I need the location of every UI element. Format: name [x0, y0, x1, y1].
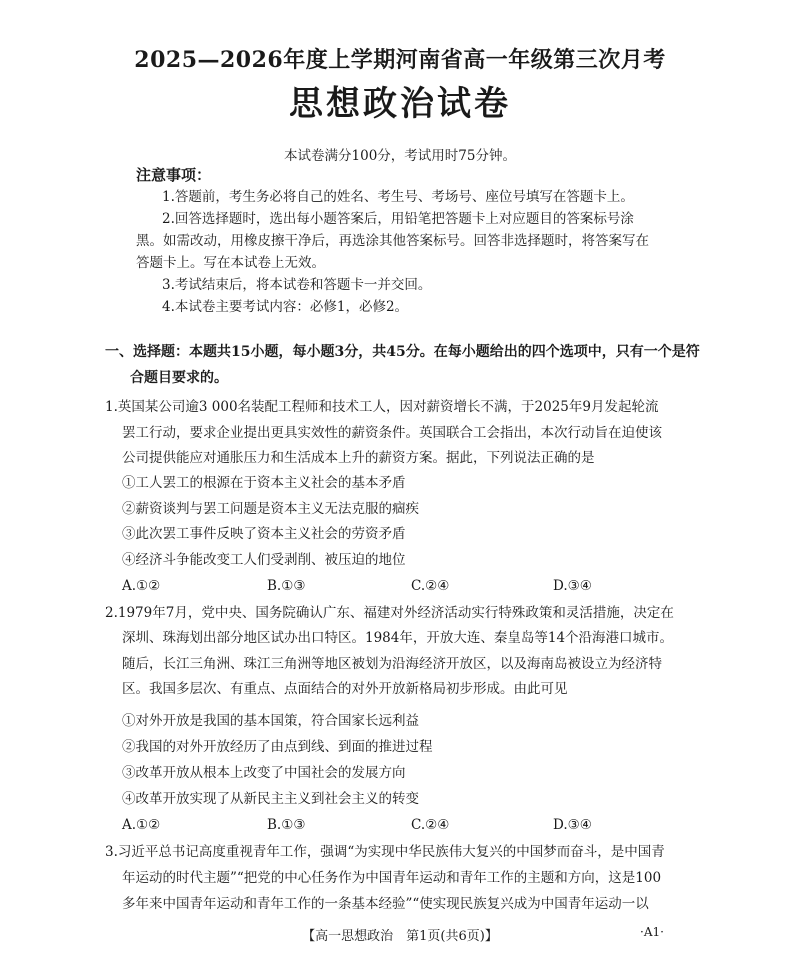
question-stem: 3.习近平总书记高度重视青年工作，强调“为实现中华民族伟大复兴的中国梦而奋斗，是中国青	[105, 844, 665, 860]
statement-item: ③改革开放从根本上改变了中国社会的发展方向	[122, 765, 406, 781]
question-stem: 深圳、珠海划出部分地区试办出口特区。1984年，开放大连、秦皇岛等14个沿海港口城市。	[122, 630, 674, 646]
question-stem: 1.英国某公司逾3 000名装配工程师和技术工人，因对薪资增长不满，于2025年9月发起轮流	[105, 399, 659, 415]
exam-title: 2025—2026年度上学期河南省高一年级第三次月考	[134, 47, 666, 73]
answer-option: A.①②	[122, 817, 161, 833]
question-stem: 2.1979年7月，党中央、国务院确认广东、福建对外经济活动实行特殊政策和灵活措施，决定在	[105, 605, 674, 621]
answer-option: D.③④	[553, 578, 592, 594]
statement-item: ②薪资谈判与罢工问题是资本主义无法克服的痼疾	[122, 501, 419, 517]
statement-item: ②我国的对外开放经历了由点到线、到面的推进过程	[122, 739, 433, 755]
notice-line: 3.考试结束后，将本试卷和答题卡一并交回。	[162, 277, 432, 293]
notice-line: 2.回答选择题时，选出每小题答案后，用铅笔把答题卡上对应题目的答案标号涂	[162, 211, 634, 227]
answer-option: A.①②	[122, 578, 161, 594]
notice-line: 4.本试卷主要考试内容：必修1，必修2。	[162, 299, 409, 315]
statement-item: ①工人罢工的根源在于资本主义社会的基本矛盾	[122, 475, 406, 491]
exam-meta: 本试卷满分100分，考试用时75分钟。	[284, 148, 516, 164]
section-heading: 合题目要求的。	[130, 370, 228, 386]
answer-option: C.②④	[411, 578, 450, 594]
notice-line: 答题卡上。写在本试卷上无效。	[136, 255, 325, 271]
section-heading: 一、选择题：本题共15小题，每小题3分，共45分。在每小题给出的四个选项中，只有一个是符	[105, 344, 700, 360]
notice-heading: 注意事项：	[136, 166, 212, 184]
question-stem: 随后，长江三角洲、珠江三角洲等地区被划为沿海经济开放区，以及海南岛被设立为经济特	[122, 656, 662, 672]
paper-version-mark: ·A1·	[640, 925, 664, 939]
statement-item: ④改革开放实现了从新民主主义到社会主义的转变	[122, 791, 419, 807]
statement-item: ④经济斗争能改变工人们受剥削、被压迫的地位	[122, 552, 406, 568]
subject-title: 思想政治试卷	[289, 84, 511, 124]
footer-page-info: 【高一思想政治 第1页(共6页)】	[302, 929, 498, 944]
answer-option: B.①③	[267, 578, 306, 594]
statement-item: ③此次罢工事件反映了资本主义社会的劳资矛盾	[122, 526, 406, 542]
question-stem: 公司提供能应对通胀压力和生活成本上升的薪资方案。据此，下列说法正确的是	[122, 450, 595, 466]
answer-option: B.①③	[267, 817, 306, 833]
notice-line: 1.答题前，考生务必将自己的姓名、考生号、考场号、座位号填写在答题卡上。	[162, 189, 634, 205]
statement-item: ①对外开放是我国的基本国策，符合国家长远利益	[122, 713, 419, 729]
question-stem: 罢工行动，要求企业提出更具实效性的薪资条件。英国联合工会指出，本次行动旨在迫使该	[122, 425, 662, 441]
page-footer	[0, 925, 800, 944]
notice-line: 黑。如需改动，用橡皮擦干净后，再选涂其他答案标号。回答非选择题时，将答案写在	[136, 233, 649, 249]
question-stem: 年运动的时代主题”“把党的中心任务作为中国青年运动和青年工作的主题和方向，这是100	[122, 870, 662, 886]
answer-option: D.③④	[553, 817, 592, 833]
question-stem: 区。我国多层次、有重点、点面结合的对外开放新格局初步形成。由此可见	[122, 681, 568, 697]
question-stem: 多年来中国青年运动和青年工作的一条基本经验”“使实现民族复兴成为中国青年运动一以	[122, 896, 649, 912]
answer-option: C.②④	[411, 817, 450, 833]
